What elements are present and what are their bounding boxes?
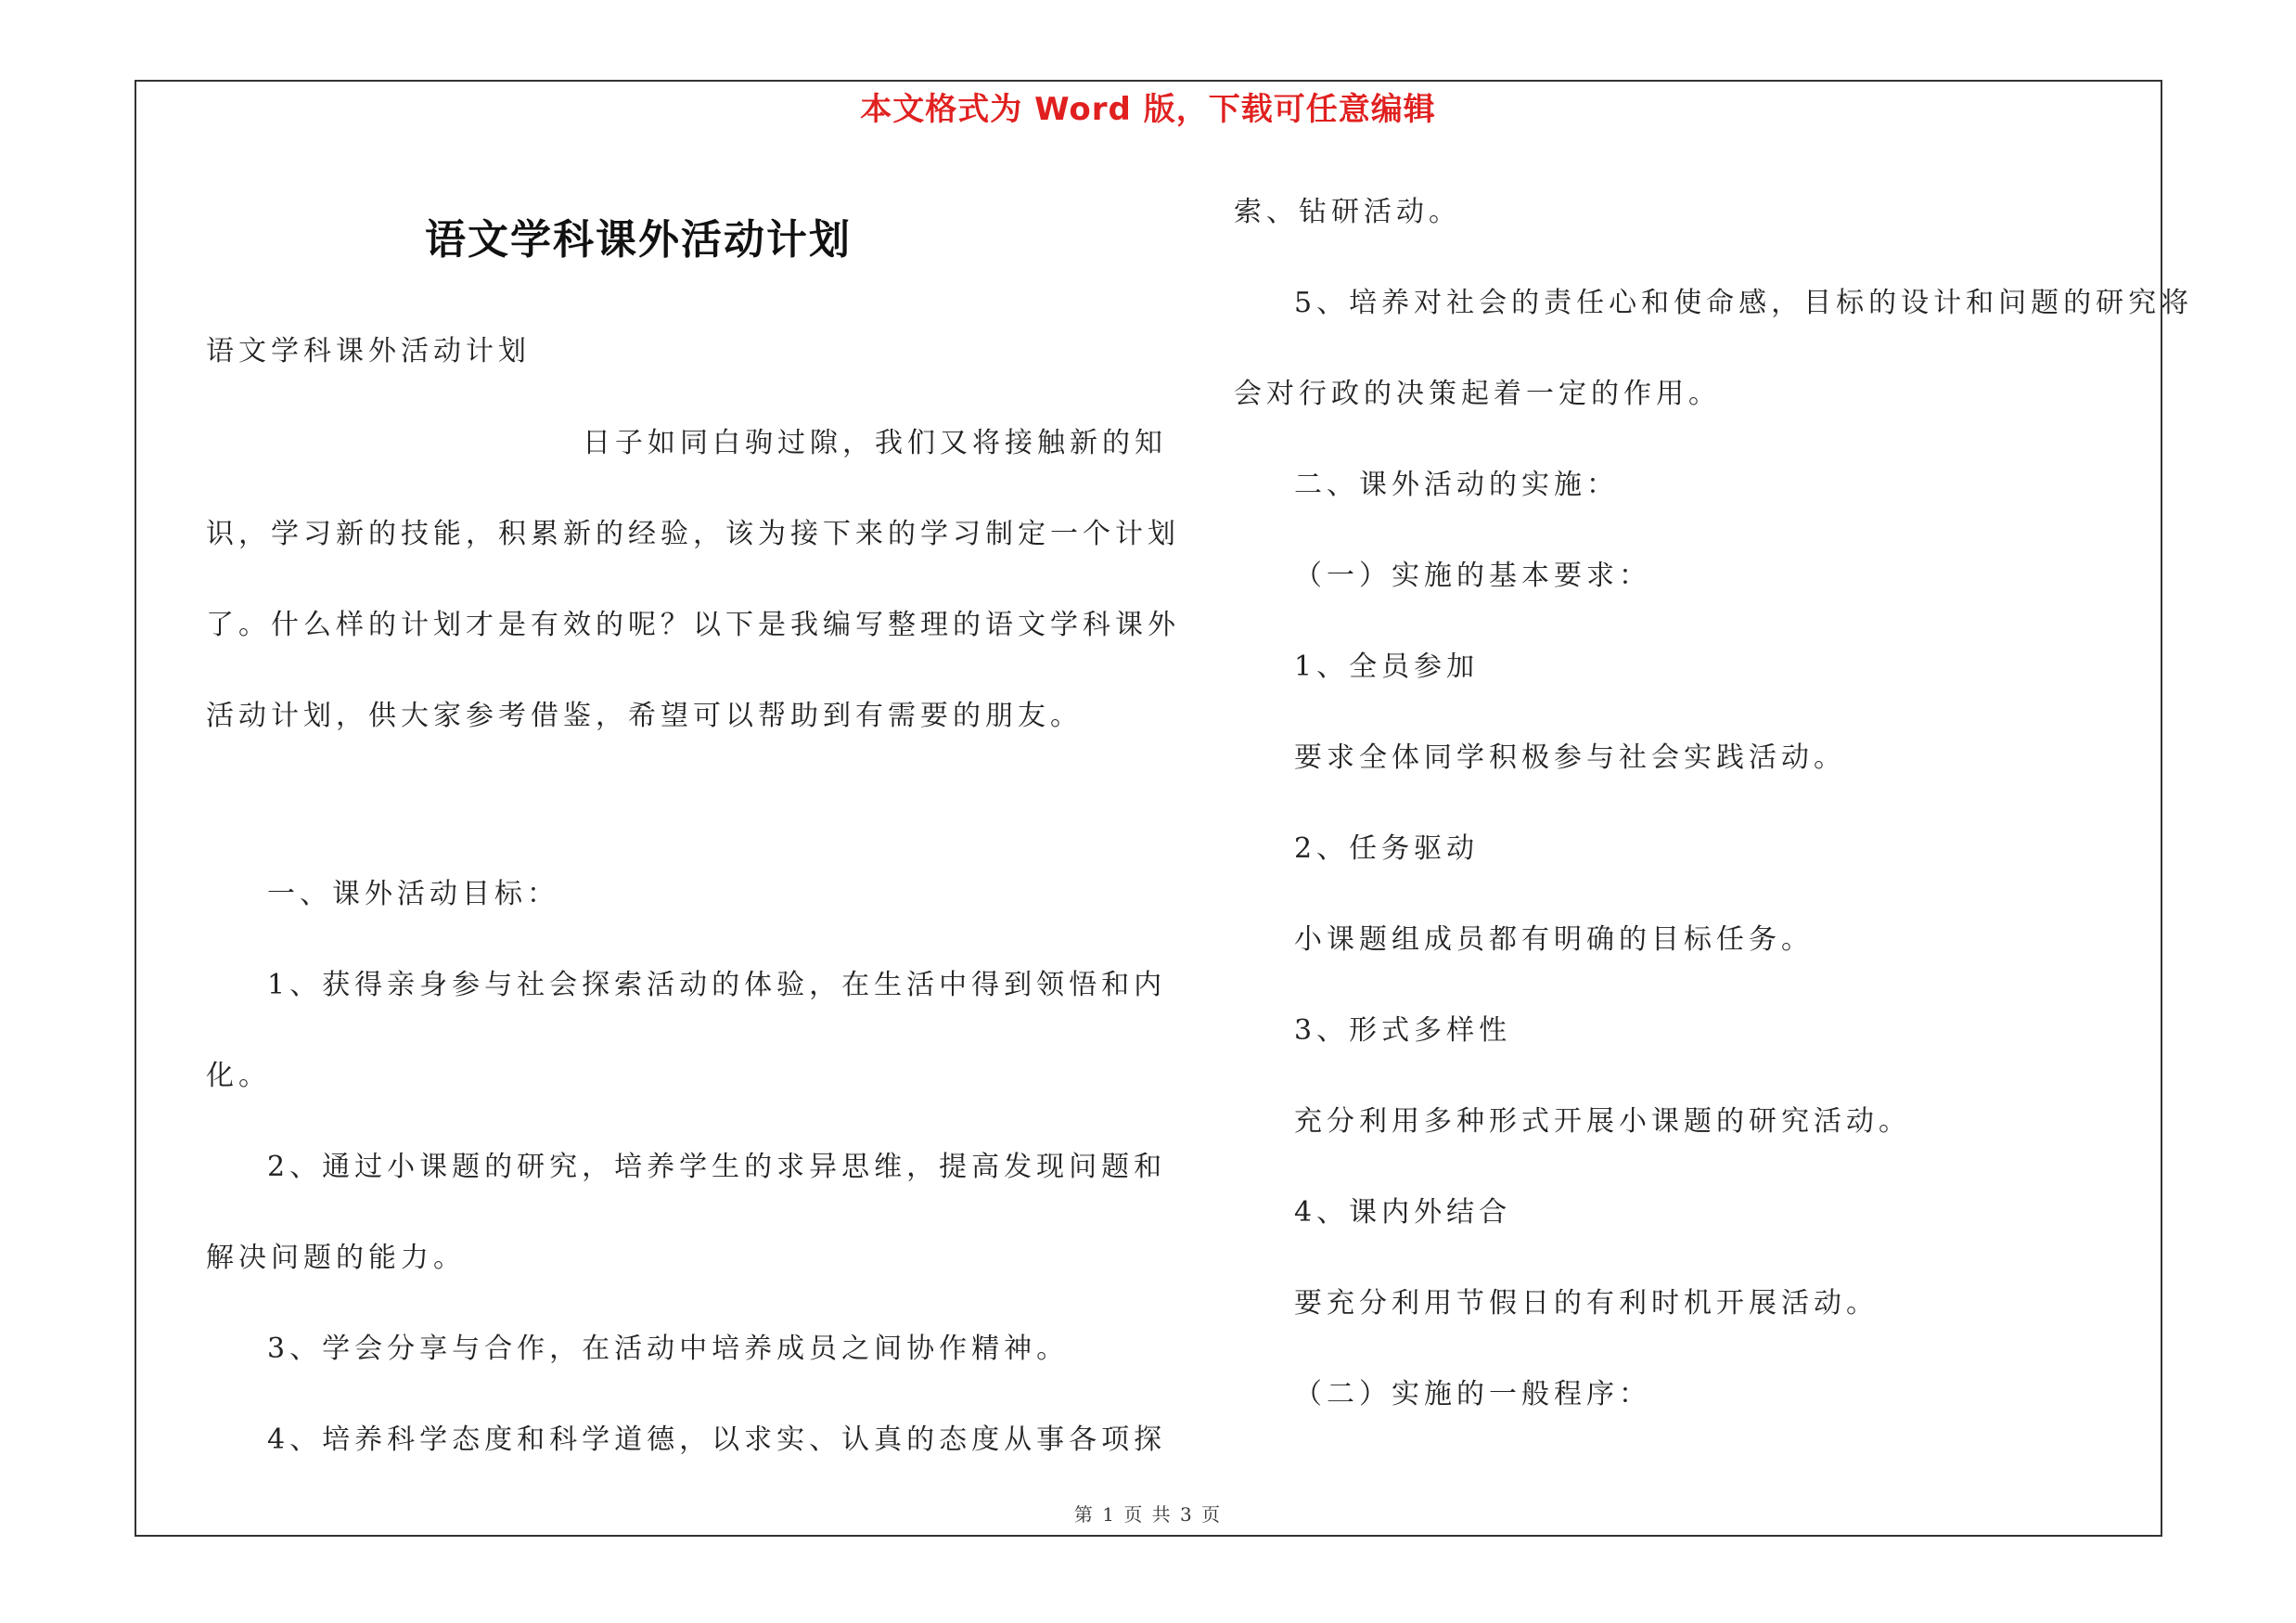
goal-4-line-1: 4、培养科学态度和科学道德，以求实、认真的态度从事各项探	[267, 1423, 1167, 1456]
requirement-2-body: 小课题组成员都有明确的目标任务。	[1294, 923, 1814, 956]
requirement-1-heading: 1、全员参加	[1294, 650, 1480, 683]
intro-line-2: 识，学习新的技能，积累新的经验，该为接下来的学习制定一个计划	[206, 518, 1180, 550]
subsection-basic-requirements: （一）实施的基本要求：	[1294, 560, 1651, 592]
subtitle-line: 语文学科课外活动计划	[206, 335, 531, 367]
page-number-footer: 第 1 页 共 3 页	[1073, 1503, 1223, 1526]
subsection-general-procedure: （二）实施的一般程序：	[1294, 1378, 1651, 1410]
requirement-4-body: 要充分利用节假日的有利时机开展活动。	[1294, 1287, 1879, 1320]
document-title: 语文学科课外活动计划	[425, 216, 852, 264]
editable-notice-banner: 本文格式为 Word 版，下载可任意编辑	[860, 91, 1436, 128]
requirement-1-body: 要求全体同学积极参与社会实践活动。	[1294, 741, 1846, 774]
goal-5-line-1: 5、培养对社会的责任心和使命感，目标的设计和问题的研究将	[1294, 287, 2194, 319]
intro-line-1: 日子如同白驹过隙，我们又将接触新的知	[583, 427, 1167, 459]
requirement-4-heading: 4、课内外结合	[1294, 1196, 1512, 1229]
goal-2-line-2: 解决问题的能力。	[206, 1242, 466, 1274]
goal-1-line-2: 化。	[206, 1060, 271, 1092]
requirement-2-heading: 2、任务驱动	[1294, 832, 1480, 865]
goal-5-line-2: 会对行政的决策起着一定的作用。	[1234, 378, 1721, 410]
goal-4-line-2: 索、钻研活动。	[1234, 196, 1461, 228]
requirement-3-body: 充分利用多种形式开展小课题的研究活动。	[1294, 1105, 1911, 1138]
goal-3: 3、学会分享与合作，在活动中培养成员之间协作精神。	[267, 1333, 1070, 1365]
goal-1-line-1: 1、获得亲身参与社会探索活动的体验，在生活中得到领悟和内	[267, 969, 1167, 1001]
intro-line-4: 活动计划，供大家参考借鉴，希望可以帮助到有需要的朋友。	[206, 700, 1083, 732]
requirement-3-heading: 3、形式多样性	[1294, 1014, 1512, 1047]
section-heading-goals: 一、课外活动目标：	[267, 878, 559, 910]
goal-2-line-1: 2、通过小课题的研究，培养学生的求异思维，提高发现问题和	[267, 1151, 1167, 1183]
intro-line-3: 了。什么样的计划才是有效的呢？以下是我编写整理的语文学科课外	[206, 609, 1180, 641]
section-heading-implementation: 二、课外活动的实施：	[1294, 469, 1619, 501]
